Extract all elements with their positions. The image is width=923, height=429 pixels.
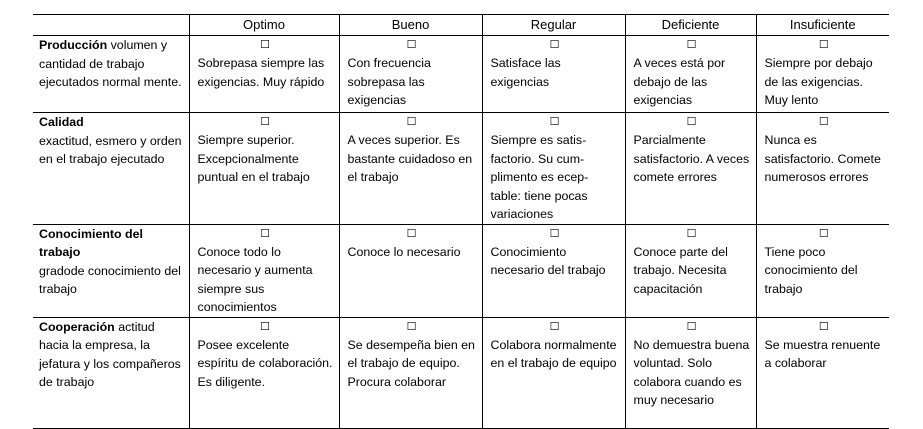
- rating-text: Siempre por debajo de las exigencias. Muy lento: [764, 56, 873, 107]
- rating-text: Conoce lo necesario: [347, 244, 461, 259]
- rating-text: Sobrepasa siempre las exigencias. Muy rápido: [197, 56, 325, 89]
- checkbox-icon[interactable]: ☐: [406, 320, 417, 333]
- checkbox-icon[interactable]: ☐: [818, 116, 829, 128]
- rating-cell-deficiente: [625, 317, 756, 428]
- criterion-name: Cooperación: [39, 319, 115, 334]
- rating-text: Parcialmente satisfactorio. A veces comete errores: [633, 133, 750, 184]
- rating-cell-regular: [482, 36, 625, 113]
- rating-cell-deficiente: [625, 113, 756, 225]
- criterion-name: Conocimiento del trabajo: [39, 226, 143, 259]
- table-row-conocimiento: [33, 224, 889, 317]
- criterion-cell: [33, 224, 189, 317]
- checkbox-icon[interactable]: ☐: [686, 116, 697, 128]
- checkbox-icon[interactable]: ☐: [549, 116, 560, 128]
- rating-text: No demuestra buena voluntad. Solo colabora cuando es muy necesario: [633, 337, 750, 407]
- rating-text: Conoce parte del trabajo. Necesita capacitación: [633, 244, 728, 296]
- checkbox-icon[interactable]: ☐: [406, 116, 417, 128]
- criterion-description: actitud hacia la empresa, la jefatura y los compañeros de trabajo: [39, 319, 181, 389]
- rating-cell-optimo: [189, 317, 339, 428]
- rating-cell-bueno: [339, 36, 482, 113]
- checkbox-icon[interactable]: ☐: [549, 227, 560, 240]
- criterion-cell: [33, 36, 189, 113]
- checkbox-icon[interactable]: ☐: [686, 39, 697, 51]
- rating-cell-bueno: [339, 113, 482, 225]
- checkbox-icon[interactable]: ☐: [260, 227, 270, 240]
- table-row-calidad: [33, 113, 889, 225]
- rating-text: Conoce todo lo necesario y aumenta siempre sus conocimientos: [197, 244, 313, 314]
- rating-cell-insuficiente: [756, 113, 889, 225]
- rating-cell-insuficiente: [756, 36, 889, 113]
- checkbox-icon[interactable]: ☐: [686, 320, 697, 333]
- header-deficiente: Deficiente: [625, 15, 756, 36]
- evaluation-table: [33, 14, 889, 429]
- rating-text: Nunca es satisfactorio. Comete numerosos errores: [764, 133, 881, 184]
- header-criterion: [33, 15, 189, 36]
- rating-text: Satisface las exigencias: [490, 56, 561, 89]
- rating-cell-deficiente: [625, 36, 756, 113]
- rating-cell-insuficiente: [756, 317, 889, 428]
- header-row: [33, 15, 889, 36]
- rating-cell-regular: [482, 317, 625, 428]
- checkbox-icon[interactable]: ☐: [549, 39, 560, 51]
- header-bueno: Bueno: [339, 15, 482, 36]
- rating-text: Se desempeña bien en el trabajo de equipo. Procura colaborar: [347, 337, 475, 389]
- checkbox-icon[interactable]: ☐: [406, 227, 417, 240]
- criterion-description: gradode conocimiento del trabajo: [39, 263, 181, 296]
- rating-cell-optimo: [189, 224, 339, 317]
- rating-text: Con frecuencia sobrepasa las exigencias: [347, 56, 431, 107]
- rating-cell-bueno: [339, 224, 482, 317]
- table-row-produccion: [33, 36, 889, 113]
- criterion-name: Calidad: [39, 115, 84, 129]
- checkbox-icon[interactable]: ☐: [686, 227, 697, 240]
- criterion-cell: [33, 113, 189, 225]
- table-row-cooperacion: [33, 317, 889, 428]
- checkbox-icon[interactable]: ☐: [818, 227, 829, 240]
- rating-text: Colabora normalmente en el trabajo de equipo: [490, 337, 617, 370]
- rating-text: A veces superior. Es bastante cuidadoso en el trabajo: [347, 133, 473, 184]
- criterion-description: volumen y cantidad de trabajo ejecutados normal mente.: [39, 38, 182, 89]
- rating-cell-optimo: [189, 36, 339, 113]
- criterion-cell: [33, 317, 189, 428]
- header-regular: Regular: [482, 15, 625, 36]
- rating-cell-bueno: [339, 317, 482, 428]
- checkbox-icon[interactable]: ☐: [818, 39, 829, 51]
- rating-text: Siempre es satis-factorio. Su cum-plimento es ecep-table: tiene pocas variaciones: [490, 133, 589, 221]
- checkbox-icon[interactable]: ☐: [260, 39, 270, 51]
- checkbox-icon[interactable]: ☐: [260, 320, 270, 333]
- checkbox-icon[interactable]: ☐: [260, 116, 270, 128]
- rating-cell-deficiente: [625, 224, 756, 317]
- rating-cell-insuficiente: [756, 224, 889, 317]
- checkbox-icon[interactable]: ☐: [818, 320, 829, 333]
- rating-text: Siempre superior. Excepcionalmente puntual en el trabajo: [197, 133, 310, 184]
- header-insuficiente: Insuficiente: [756, 15, 889, 36]
- checkbox-icon[interactable]: ☐: [549, 320, 560, 333]
- rating-text: Conocimiento necesario del trabajo: [490, 244, 606, 277]
- checkbox-icon[interactable]: ☐: [406, 39, 417, 51]
- rating-text: A veces está por debajo de las exigencias: [633, 56, 726, 107]
- criterion-name: Producción: [39, 38, 108, 52]
- rating-text: Se muestra renuente a colaborar: [764, 337, 881, 370]
- rating-text: Tiene poco conocimiento del trabajo: [764, 244, 858, 296]
- criterion-description: exactitud, esmero y orden en el trabajo ejecutado: [39, 133, 182, 166]
- header-optimo: Optimo: [189, 15, 339, 36]
- rating-cell-regular: [482, 224, 625, 317]
- rating-text: Posee excelente espíritu de colaboración. Es diligente.: [197, 337, 333, 389]
- rating-cell-optimo: [189, 113, 339, 225]
- rating-cell-regular: [482, 113, 625, 225]
